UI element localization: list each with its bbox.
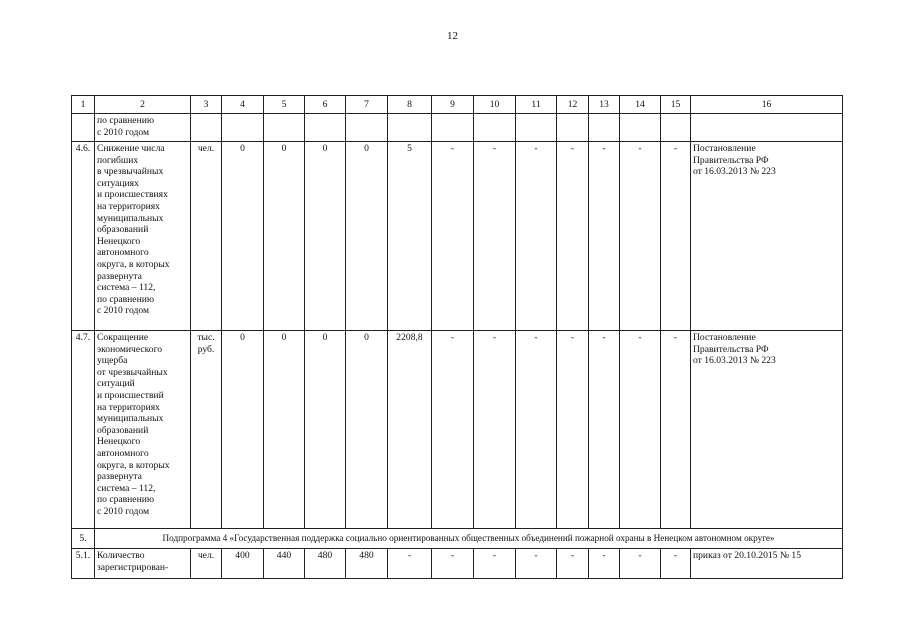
empty-cell (661, 114, 691, 142)
cell-line: Постановление (693, 332, 756, 343)
empty-cell (557, 114, 589, 142)
cell-line: и происшествиях (97, 189, 168, 201)
page-number: 12 (447, 30, 458, 42)
column-header: 11 (516, 96, 557, 114)
column-header: 8 (388, 96, 432, 114)
column-header: 6 (305, 96, 346, 114)
value-cell: 5 (388, 142, 432, 331)
value-cell: - (620, 331, 661, 529)
value-cell: - (432, 331, 474, 529)
value-cell: - (432, 142, 474, 331)
header-row (72, 96, 843, 114)
cell-line: Постановление (693, 143, 756, 154)
section-title: Подпрограмма 4 «Государственная поддержка социально ориентированных общественных объединений пожарной охраны в Ненецком автономном округе» (95, 529, 843, 549)
cell-line: с 2010 годом (97, 305, 150, 317)
value-cell: 0 (264, 142, 305, 331)
value-cell: - (474, 331, 516, 529)
cell-line: в чрезвычайных (97, 166, 164, 178)
unit-cell: чел. (191, 549, 222, 579)
cell-line: от 16.03.2013 № 223 (693, 355, 776, 367)
cell-line: муниципальных (97, 212, 164, 224)
cell-line: с 2010 годом (97, 505, 150, 517)
value-cell: 0 (346, 142, 388, 331)
value-cell: - (661, 331, 691, 529)
unit-cell: тыс. руб. (191, 331, 222, 529)
empty-cell (589, 114, 620, 142)
cell-line: Ненецкого (97, 235, 141, 247)
cell-line: система – 112, (97, 282, 156, 294)
source-cell: приказ от 20.10.2015 № 15 (691, 549, 843, 579)
section-number: 5. (72, 529, 95, 549)
cell-line: на территориях (97, 401, 160, 413)
cell-line: от чрезвычайных (97, 366, 168, 378)
cell-line: Снижение числа (97, 143, 165, 154)
cell-line: Правительства РФ (693, 154, 769, 166)
cell-line: округа, в которых (97, 459, 170, 471)
value-cell: - (388, 549, 432, 579)
value-cell: 480 (346, 549, 388, 579)
cell-line: по сравнению (97, 115, 155, 126)
column-header: 3 (191, 96, 222, 114)
value-cell: 2208,8 (388, 331, 432, 529)
value-cell: 480 (305, 549, 346, 579)
column-header: 16 (691, 96, 843, 114)
indicator-name (95, 331, 191, 529)
table-row (72, 549, 843, 579)
cell-line: развернута (97, 270, 142, 282)
value-cell: - (474, 142, 516, 331)
cell-line: Правительства РФ (693, 343, 769, 355)
column-header: 10 (474, 96, 516, 114)
value-cell: - (620, 142, 661, 331)
value-cell: - (589, 331, 620, 529)
value-cell: 0 (305, 331, 346, 529)
empty-cell (222, 114, 264, 142)
empty-cell (474, 114, 516, 142)
value-cell: - (661, 142, 691, 331)
empty-cell (346, 114, 388, 142)
table-row (72, 142, 843, 331)
value-cell: - (557, 331, 589, 529)
empty-cell (691, 114, 843, 142)
column-header: 1 (72, 96, 95, 114)
row-number: 4.7. (72, 331, 95, 529)
column-header: 4 (222, 96, 264, 114)
row-number: 5.1. (72, 549, 95, 579)
empty-cell (305, 114, 346, 142)
column-header: 14 (620, 96, 661, 114)
cell-line: Сокращение (97, 332, 149, 343)
section-row (72, 529, 843, 549)
indicator-name (95, 142, 191, 331)
indicator-table (71, 95, 843, 579)
value-cell: - (432, 549, 474, 579)
value-cell: - (557, 549, 589, 579)
cell-line: погибших (97, 154, 139, 166)
value-cell: 0 (346, 331, 388, 529)
value-cell: 0 (264, 331, 305, 529)
cell-line: по сравнению (97, 494, 155, 506)
cell-line: ситуаций (97, 378, 135, 390)
value-cell: 0 (305, 142, 346, 331)
cell-line: система – 112, (97, 482, 156, 494)
column-header: 12 (557, 96, 589, 114)
cell-line: развернута (97, 471, 142, 483)
column-header: 2 (95, 96, 191, 114)
value-cell: - (589, 142, 620, 331)
cell-line: на территориях (97, 200, 160, 212)
source-cell (691, 142, 843, 331)
cell-line: автономного (97, 247, 149, 259)
cell-line: ситуациях (97, 177, 139, 189)
cell-line: с 2010 годом (97, 126, 150, 138)
continuation-row (72, 114, 843, 142)
value-cell: - (516, 142, 557, 331)
cell-line: по сравнению (97, 293, 155, 305)
cell-line: округа, в которых (97, 258, 170, 270)
empty-cell (191, 114, 222, 142)
value-cell: - (516, 549, 557, 579)
value-cell: 400 (222, 549, 264, 579)
empty-cell (388, 114, 432, 142)
value-cell: 0 (222, 142, 264, 331)
cell-line: образований (97, 224, 149, 236)
row-number: 4.6. (72, 142, 95, 331)
value-cell: - (474, 549, 516, 579)
empty-cell (264, 114, 305, 142)
cell-line: и происшествий (97, 389, 164, 401)
value-cell: - (516, 331, 557, 529)
empty-cell (620, 114, 661, 142)
table-row (72, 331, 843, 529)
value-cell: - (589, 549, 620, 579)
row-number (72, 114, 95, 142)
indicator-name (95, 549, 191, 579)
cell-line: образований (97, 424, 149, 436)
unit-cell: чел. (191, 142, 222, 331)
cell-line: от 16.03.2013 № 223 (693, 166, 776, 178)
source-cell (691, 331, 843, 529)
cell-line: автономного (97, 447, 149, 459)
column-header: 5 (264, 96, 305, 114)
column-header: 9 (432, 96, 474, 114)
cell-line: муниципальных (97, 413, 164, 425)
cell-line: экономического (97, 343, 163, 355)
value-cell: 440 (264, 549, 305, 579)
value-cell: - (557, 142, 589, 331)
cell-line: Количество (97, 550, 145, 561)
column-header: 15 (661, 96, 691, 114)
column-header: 7 (346, 96, 388, 114)
column-header: 13 (589, 96, 620, 114)
cell-line: ущерба (97, 355, 128, 367)
empty-cell (432, 114, 474, 142)
cell-line: Ненецкого (97, 436, 141, 448)
indicator-name (95, 114, 191, 142)
value-cell: 0 (222, 331, 264, 529)
empty-cell (516, 114, 557, 142)
value-cell: - (620, 549, 661, 579)
value-cell: - (661, 549, 691, 579)
cell-line: зарегистрирован- (97, 561, 169, 573)
